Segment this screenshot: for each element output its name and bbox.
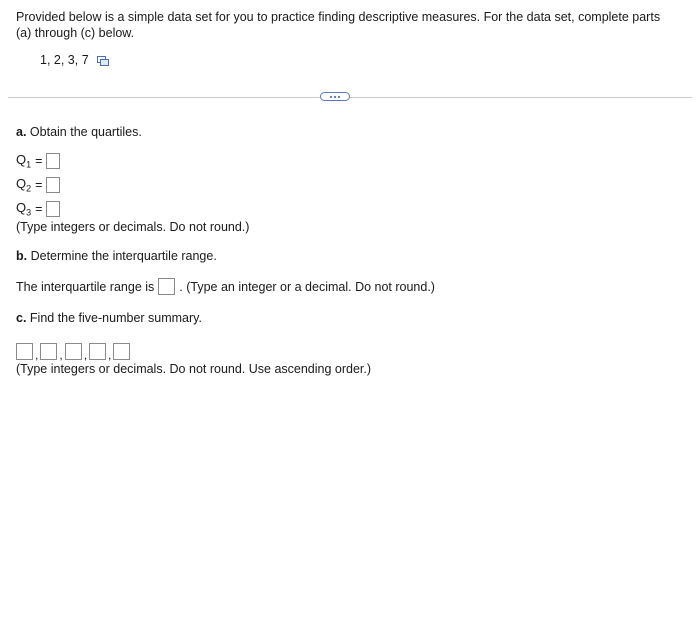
part-a-letter: a. bbox=[16, 125, 27, 139]
q3-row bbox=[16, 200, 60, 218]
comma: , bbox=[83, 348, 88, 362]
comma: , bbox=[59, 348, 63, 362]
equals-sign: = bbox=[35, 177, 43, 192]
part-c-letter: c. bbox=[16, 311, 27, 325]
data-set bbox=[40, 53, 109, 67]
data-set-values: 1, 2, 3, 7 bbox=[40, 53, 89, 67]
iqr-sentence-start: The interquartile range is bbox=[16, 279, 155, 294]
equals-sign: = bbox=[35, 153, 43, 168]
q2-input[interactable] bbox=[46, 177, 60, 193]
iqr-input[interactable] bbox=[158, 278, 175, 295]
expand-more-button[interactable] bbox=[320, 92, 350, 101]
q3-summary-input[interactable] bbox=[89, 343, 106, 360]
copy-data-icon[interactable] bbox=[97, 55, 109, 65]
q2-label: $Q_2$ bbox=[16, 176, 32, 194]
q3-input[interactable] bbox=[46, 201, 60, 217]
part-a-note: (Type integers or decimals. Do not round.) bbox=[16, 220, 250, 234]
min-input[interactable] bbox=[16, 343, 33, 360]
equals-sign: = bbox=[35, 201, 43, 216]
median-summary-input[interactable] bbox=[65, 343, 82, 360]
part-c-prompt: Find the five-number summary. bbox=[29, 311, 202, 325]
q2-row bbox=[16, 176, 60, 194]
max-input[interactable] bbox=[113, 343, 130, 360]
section-divider bbox=[8, 97, 692, 98]
iqr-sentence bbox=[16, 278, 435, 295]
q3-label: $Q_3$ bbox=[16, 200, 32, 218]
comma: , bbox=[35, 348, 39, 362]
question-intro: Provided below is a simple data set for you to practice finding descriptive measures. For the data set, complete parts (a) through (c) below. bbox=[16, 10, 661, 40]
dot bbox=[334, 96, 336, 98]
comma: , bbox=[108, 348, 112, 362]
five-number-summary bbox=[16, 343, 130, 360]
iqr-sentence-end: . (Type an integer or a decimal. Do not round.) bbox=[179, 279, 435, 294]
part-c-note: (Type integers or decimals. Do not round. Use ascending order.) bbox=[16, 362, 372, 376]
part-c-heading bbox=[16, 311, 202, 325]
q1-input[interactable] bbox=[46, 153, 60, 169]
dot bbox=[330, 96, 332, 98]
dot bbox=[338, 96, 340, 98]
part-a-heading bbox=[16, 125, 142, 139]
q1-label: $Q_1$ bbox=[16, 152, 32, 170]
part-b-heading bbox=[16, 249, 217, 263]
q1-row bbox=[16, 152, 60, 170]
part-b-letter: b. bbox=[16, 249, 28, 263]
part-b-prompt: Determine the interquartile range. bbox=[30, 249, 217, 263]
q1-summary-input[interactable] bbox=[40, 343, 57, 360]
part-a-prompt: Obtain the quartiles. bbox=[29, 125, 142, 139]
